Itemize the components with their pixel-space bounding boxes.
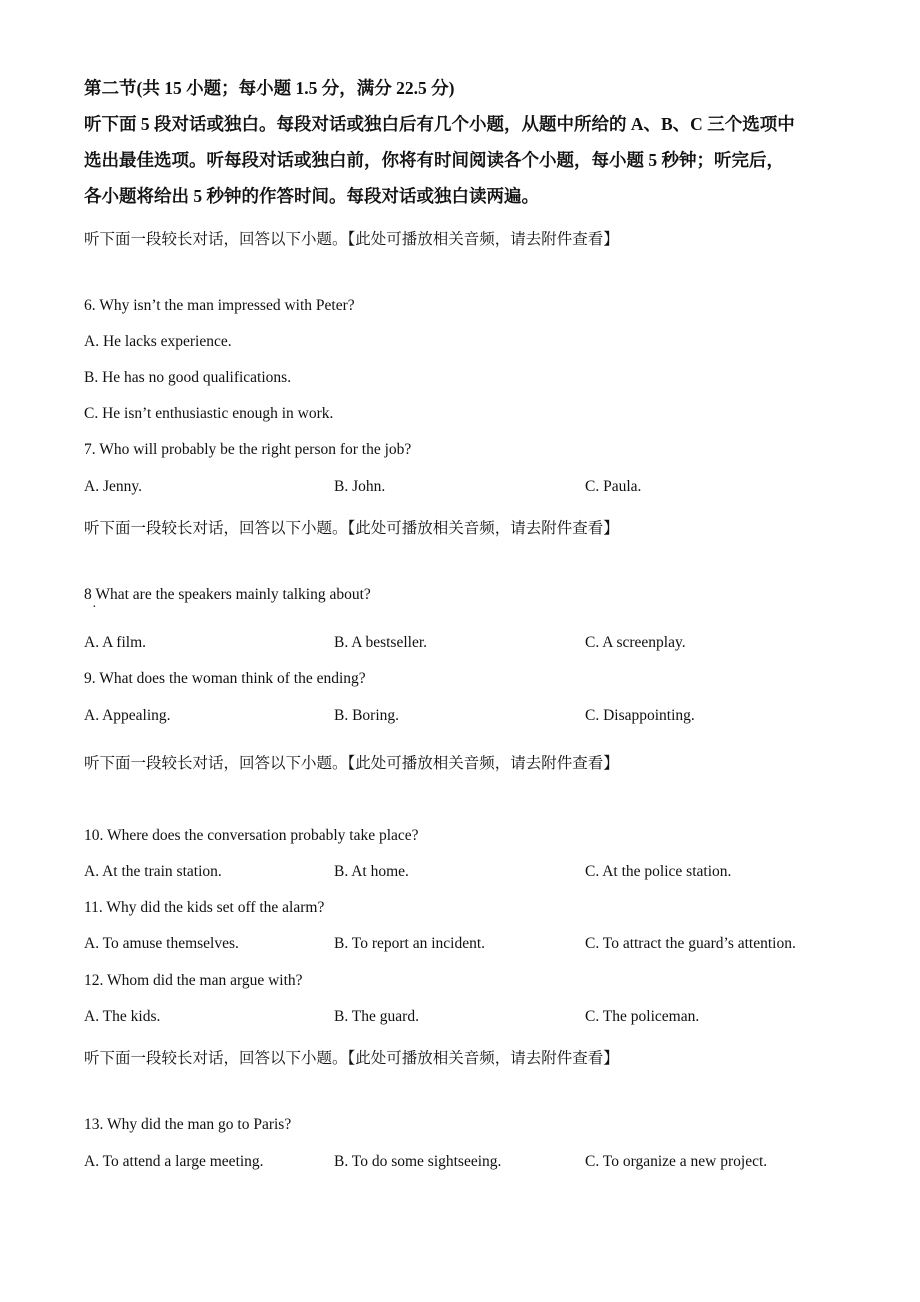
question-12: 12. Whom did the man argue with? [84,972,303,989]
question-13-option-b: B. To do some sightseeing. [334,1153,502,1170]
intro-line-2: 选出最佳选项。听每段对话或独白前，你将有时间阅读各个小题，每小题 5 秒钟；听完后， [84,150,784,170]
question-9: 9. What does the woman think of the ending? [84,670,366,687]
intro-line-3: 各小题将给出 5 秒钟的作答时间。每段对话或独白读两遍。 [84,186,539,206]
listening-instruction-4: 听下面一段较长对话，回答以下小题。【此处可播放相关音频，请去附件查看】 [84,1050,619,1067]
listening-instruction-1: 听下面一段较长对话，回答以下小题。【此处可播放相关音频，请去附件查看】 [84,231,619,248]
question-12-option-a: A. The kids. [84,1008,161,1025]
question-7-option-a: A. Jenny. [84,478,142,495]
question-6-option-a: A. He lacks experience. [84,333,232,350]
question-11-option-b: B. To report an incident. [334,935,486,952]
question-8-option-a: A. A film. [84,634,147,651]
question-10-option-b: B. At home. [334,863,409,880]
question-12-option-b: B. The guard. [334,1008,419,1025]
exam-page [84,70,844,214]
question-11: 11. Why did the kids set off the alarm? [84,899,325,916]
question-9-option-c: C. Disappointing. [585,707,695,724]
question-10-option-c: C. At the police station. [585,863,732,880]
question-13: 13. Why did the man go to Paris? [84,1116,292,1133]
stray-dot: · [92,600,97,615]
question-11-option-a: A. To amuse themselves. [84,935,239,952]
question-9-option-b: B. Boring. [334,707,400,724]
listening-instruction-3: 听下面一段较长对话，回答以下小题。【此处可播放相关音频，请去附件查看】 [84,755,619,772]
question-6-option-c: C. He isn’t enthusiastic enough in work. [84,405,334,422]
question-7: 7. Who will probably be the right person for the job? [84,441,412,458]
question-8-option-c: C. A screenplay. [585,634,686,651]
question-13-option-c: C. To organize a new project. [585,1153,768,1170]
listening-instruction-2: 听下面一段较长对话，回答以下小题。【此处可播放相关音频，请去附件查看】 [84,520,619,537]
intro-line-1: 听下面 5 段对话或独白。每段对话或独白后有几个小题，从题中所给的 A、B、C 三个选项中 [84,114,795,134]
question-6-option-b: B. He has no good qualifications. [84,369,292,386]
section-heading: 第二节(共 15 小题；每小题 1.5 分，满分 22.5 分) [84,78,455,98]
question-8: 8 What are the speakers mainly talking about? [84,586,371,603]
question-8-option-b: B. A bestseller. [334,634,427,651]
question-13-option-a: A. To attend a large meeting. [84,1153,264,1170]
question-7-option-b: B. John. [334,478,386,495]
question-6: 6. Why isn’t the man impressed with Peter? [84,297,355,314]
question-7-option-c: C. Paula. [585,478,642,495]
question-11-option-c: C. To attract the guard’s attention. [585,935,796,952]
question-9-option-a: A. Appealing. [84,707,171,724]
question-10: 10. Where does the conversation probably take place? [84,827,419,844]
question-12-option-c: C. The policeman. [585,1008,700,1025]
question-10-option-a: A. At the train station. [84,863,222,880]
